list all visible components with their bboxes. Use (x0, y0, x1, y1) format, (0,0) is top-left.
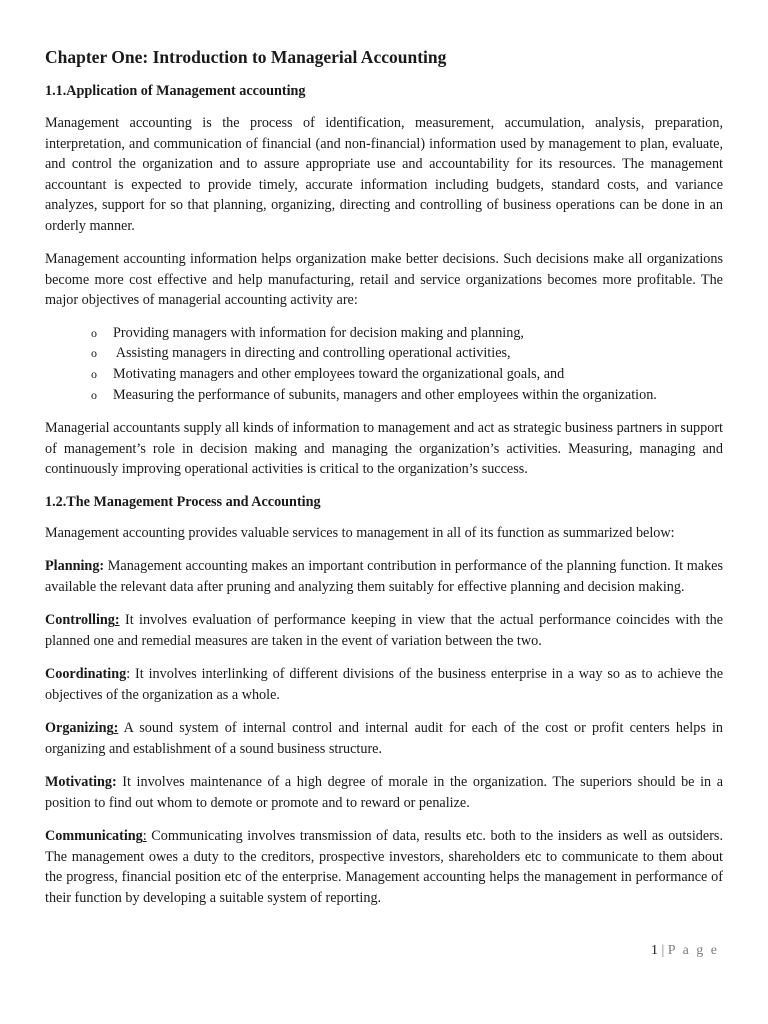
paragraph-planning (45, 556, 723, 597)
definition-controlling: It involves evaluation of performance keeping in view that the actual performance coincides with the planned one and remedial measures are taken in the event of variation between the two. (45, 612, 723, 649)
paragraph-coordinating (45, 664, 723, 705)
list-item-text: Assisting managers in directing and controlling operational activities, (113, 345, 511, 362)
page-footer (651, 942, 719, 960)
paragraph-definition: Management accounting is the process of identification, measurement, accumulation, analysis, preparation, interpretation, and communication of financial (and non-financial) information used by management to plan, evaluate, and control the organization and to assure appropriate use and accountability for its resources. The management accountant is expected to provide timely, accurate information including budgets, standard costs, and variance analyzes, support for so that planning, organizing, directing and controlling of business operations can be done in an orderly manner. (45, 115, 723, 234)
definition-motivating: It involves maintenance of a high degree of morale in the organization. The superiors should be in a position to find out whom to demote or promote and to reward or penalize. (45, 774, 723, 811)
term-coordinating: Coordinating (45, 666, 127, 683)
term-controlling-colon: : (114, 612, 120, 629)
list-item-text: Motivating managers and other employees toward the organizational goals, and (113, 365, 565, 382)
bullet-marker: o (91, 387, 97, 402)
term-motivating: Motivating: (45, 774, 117, 791)
definition-communicating: Communicating involves transmission of data, results etc. both to the insiders as well as outsiders. The management owes a duty to the creditors, prospective investors, shareholders etc to communicate to them about the progress, financial position etc of the enterprise. Management accounting helps the management in performance of their function by developing a suitable system of reporting. (45, 828, 723, 906)
objectives-list (45, 323, 723, 406)
term-planning: Planning: (45, 558, 105, 575)
footer-separator: | (657, 943, 668, 958)
term-controlling: Controlling (45, 612, 115, 629)
paragraph-objectives-intro: Management accounting information helps organization make better decisions. Such decisions make all organizations become more cost effective and help manufacturing, retail and service organizations becomes more profitable. The major objectives of managerial accounting activity are: (45, 251, 723, 308)
list-item (91, 343, 723, 364)
definition-coordinating: It involves interlinking of different divisions of the business enterprise in a way so as to achieve the objectives of the organization as a whole. (45, 666, 723, 703)
list-item (91, 323, 723, 344)
section-heading-1-1: 1.1.Application of Management accounting (45, 83, 306, 99)
definition-organizing: A sound system of internal control and internal audit for each of the cost or profit centers helps in organizing and establishment of a sound business structure. (45, 720, 723, 757)
paragraph-strategic-partners: Managerial accountants supply all kinds of information to management and act as strategic business partners in support of management’s role in decision making and managing the organization’s activities. Measuring, managing and continuously improving operational activities is critical to the organization’s success. (45, 420, 723, 478)
term-communicating-colon: : (142, 828, 147, 845)
list-item-text: Measuring the performance of subunits, managers and other employees within the organization. (113, 386, 657, 403)
term-organizing: Organizing (45, 720, 114, 737)
chapter-title: Chapter One: Introduction to Managerial Accounting (45, 47, 447, 67)
list-item (91, 364, 723, 385)
paragraph-motivating (45, 772, 723, 813)
page-number: 1 (650, 943, 658, 958)
term-communicating: Communicating (45, 828, 143, 845)
bullet-marker: o (91, 346, 97, 361)
paragraph-controlling (45, 610, 723, 651)
definition-planning: Management accounting makes an important contribution in performance of the planning function. It makes available the relevant data after pruning and analyzing them suitably for effective planning and decision making. (45, 558, 723, 595)
paragraph-communicating (45, 826, 723, 908)
section-heading-1-2: 1.2.The Management Process and Accounting (45, 493, 321, 510)
page-label: P a g e (667, 943, 719, 958)
bullet-marker: o (91, 366, 97, 381)
term-coordinating-colon: : (126, 666, 131, 683)
term-organizing-colon: : (113, 720, 119, 737)
list-item-text: Providing managers with information for decision making and planning, (113, 324, 524, 341)
list-item (91, 385, 723, 406)
paragraph-functions-intro: Management accounting provides valuable services to management in all of its function as summarized below: (45, 524, 675, 541)
bullet-marker: o (91, 325, 97, 340)
paragraph-organizing (45, 718, 723, 759)
page-content (45, 46, 723, 908)
